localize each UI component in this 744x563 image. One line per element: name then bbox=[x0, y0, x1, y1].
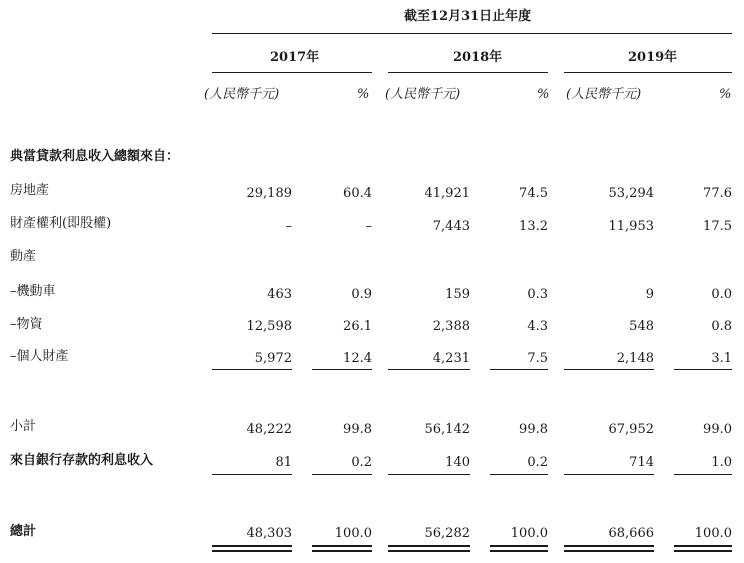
cell-goods-2019-amount: 548 bbox=[629, 319, 654, 334]
cell-property-rights-2017-amount: – bbox=[285, 219, 292, 234]
cell-subtotal-2018-amount: 56,142 bbox=[424, 422, 470, 437]
cell-real-estate-2018-percent: 74.5 bbox=[519, 186, 548, 201]
rule-total-2019-amount bbox=[564, 474, 654, 475]
row-label-real-estate: 房地產 bbox=[10, 183, 50, 198]
cell-bank-interest-2019-amount: 714 bbox=[629, 455, 654, 470]
cell-subtotal-2017-amount: 48,222 bbox=[246, 422, 292, 437]
cell-bank-interest-2018-amount: 140 bbox=[445, 455, 470, 470]
cell-bank-interest-2017-percent: 0.2 bbox=[351, 455, 372, 470]
unit-amount-2017: (人民幣千元) bbox=[204, 87, 280, 102]
row-label-total: 總計 bbox=[10, 524, 37, 539]
rule-subtotal-2018-percent bbox=[490, 369, 548, 370]
cell-bank-interest-2018-percent: 0.2 bbox=[527, 455, 548, 470]
cell-subtotal-2017-percent: 99.8 bbox=[343, 422, 372, 437]
cell-personal-property-2017-percent: 12.4 bbox=[343, 351, 372, 366]
cell-total-2017-amount: 48,303 bbox=[246, 526, 292, 541]
double-rule-2017-amount-top bbox=[212, 545, 292, 547]
row-label-subtotal: 小計 bbox=[10, 419, 37, 434]
double-rule-2018-amount-top bbox=[388, 545, 470, 547]
double-rule-2017-percent-bottom bbox=[312, 550, 372, 552]
rule-subtotal-2019-percent bbox=[674, 369, 732, 370]
year-2017-header: 2017年 bbox=[270, 50, 320, 65]
double-rule-2018-percent-bottom bbox=[490, 550, 548, 552]
rule-subtotal-2017-amount bbox=[212, 369, 292, 370]
year-2017-underline bbox=[212, 72, 372, 73]
cell-total-2019-percent: 100.0 bbox=[694, 526, 732, 541]
rule-total-2019-percent bbox=[674, 474, 732, 475]
unit-amount-2018: (人民幣千元) bbox=[385, 87, 461, 102]
cell-personal-property-2019-amount: 2,148 bbox=[616, 351, 654, 366]
double-rule-2019-amount-bottom bbox=[564, 550, 654, 552]
cell-personal-property-2018-amount: 4,231 bbox=[432, 351, 470, 366]
double-rule-2019-percent-top bbox=[674, 545, 732, 547]
rule-subtotal-2019-amount bbox=[564, 369, 654, 370]
cell-total-2017-percent: 100.0 bbox=[334, 526, 372, 541]
rule-total-2018-amount bbox=[388, 474, 470, 475]
cell-real-estate-2019-percent: 77.6 bbox=[703, 186, 732, 201]
cell-property-rights-2019-percent: 17.5 bbox=[703, 219, 732, 234]
cell-goods-2019-percent: 0.8 bbox=[711, 319, 732, 334]
row-label-movable-property: 動產 bbox=[10, 249, 37, 264]
cell-goods-2018-amount: 2,388 bbox=[432, 319, 470, 334]
year-2018-underline bbox=[388, 72, 548, 73]
cell-personal-property-2017-amount: 5,972 bbox=[254, 351, 292, 366]
rule-total-2017-percent bbox=[312, 474, 372, 475]
cell-total-2019-amount: 68,666 bbox=[608, 526, 654, 541]
cell-motor-vehicles-2018-percent: 0.3 bbox=[527, 287, 548, 302]
year-2018-header: 2018年 bbox=[453, 50, 503, 65]
rule-subtotal-2018-amount bbox=[388, 369, 470, 370]
cell-motor-vehicles-2019-percent: 0.0 bbox=[711, 287, 732, 302]
row-label-personal-property: –個人財產 bbox=[10, 349, 69, 364]
cell-real-estate-2017-percent: 60.4 bbox=[343, 186, 372, 201]
double-rule-2017-percent-top bbox=[312, 545, 372, 547]
cell-property-rights-2018-amount: 7,443 bbox=[432, 219, 470, 234]
cell-personal-property-2018-percent: 7.5 bbox=[527, 351, 548, 366]
period-title-underline bbox=[212, 33, 732, 34]
cell-real-estate-2018-amount: 41,921 bbox=[424, 186, 470, 201]
cell-goods-2017-amount: 12,598 bbox=[246, 319, 292, 334]
rule-total-2018-percent bbox=[490, 474, 548, 475]
row-label-bank-interest: 來自銀行存款的利息收入 bbox=[10, 453, 154, 468]
rule-total-2017-amount bbox=[212, 474, 292, 475]
cell-motor-vehicles-2018-amount: 159 bbox=[445, 287, 470, 302]
double-rule-2017-amount-bottom bbox=[212, 550, 292, 552]
rule-subtotal-2017-percent bbox=[312, 369, 372, 370]
unit-percent-2017: % bbox=[357, 87, 370, 102]
cell-subtotal-2019-percent: 99.0 bbox=[703, 422, 732, 437]
double-rule-2019-percent-bottom bbox=[674, 550, 732, 552]
row-label-property-rights: 財產權利(即股權) bbox=[10, 216, 112, 231]
cell-property-rights-2018-percent: 13.2 bbox=[519, 219, 548, 234]
double-rule-2018-amount-bottom bbox=[388, 550, 470, 552]
double-rule-2018-percent-top bbox=[490, 545, 548, 547]
cell-property-rights-2017-percent: – bbox=[365, 219, 372, 234]
cell-motor-vehicles-2017-amount: 463 bbox=[267, 287, 292, 302]
period-title: 截至12月31日止年度 bbox=[404, 9, 532, 24]
cell-total-2018-amount: 56,282 bbox=[424, 526, 470, 541]
year-2019-underline bbox=[564, 72, 732, 73]
unit-percent-2019: % bbox=[719, 87, 732, 102]
cell-goods-2017-percent: 26.1 bbox=[343, 319, 372, 334]
cell-motor-vehicles-2019-amount: 9 bbox=[645, 287, 654, 302]
cell-motor-vehicles-2017-percent: 0.9 bbox=[351, 287, 372, 302]
cell-real-estate-2017-amount: 29,189 bbox=[246, 186, 292, 201]
row-label-goods: –物資 bbox=[10, 317, 43, 332]
cell-goods-2018-percent: 4.3 bbox=[527, 319, 548, 334]
cell-total-2018-percent: 100.0 bbox=[510, 526, 548, 541]
cell-bank-interest-2017-amount: 81 bbox=[275, 455, 292, 470]
double-rule-2019-amount-top bbox=[564, 545, 654, 547]
cell-subtotal-2019-amount: 67,952 bbox=[608, 422, 654, 437]
unit-percent-2018: % bbox=[537, 87, 550, 102]
cell-subtotal-2018-percent: 99.8 bbox=[519, 422, 548, 437]
section-title: 典當貸款利息收入總額來自： bbox=[10, 149, 180, 164]
cell-bank-interest-2019-percent: 1.0 bbox=[711, 455, 732, 470]
cell-real-estate-2019-amount: 53,294 bbox=[608, 186, 654, 201]
row-label-motor-vehicles: –機動車 bbox=[10, 284, 56, 299]
unit-amount-2019: (人民幣千元) bbox=[566, 87, 642, 102]
year-2019-header: 2019年 bbox=[628, 50, 678, 65]
cell-property-rights-2019-amount: 11,953 bbox=[608, 219, 654, 234]
cell-personal-property-2019-percent: 3.1 bbox=[711, 351, 732, 366]
